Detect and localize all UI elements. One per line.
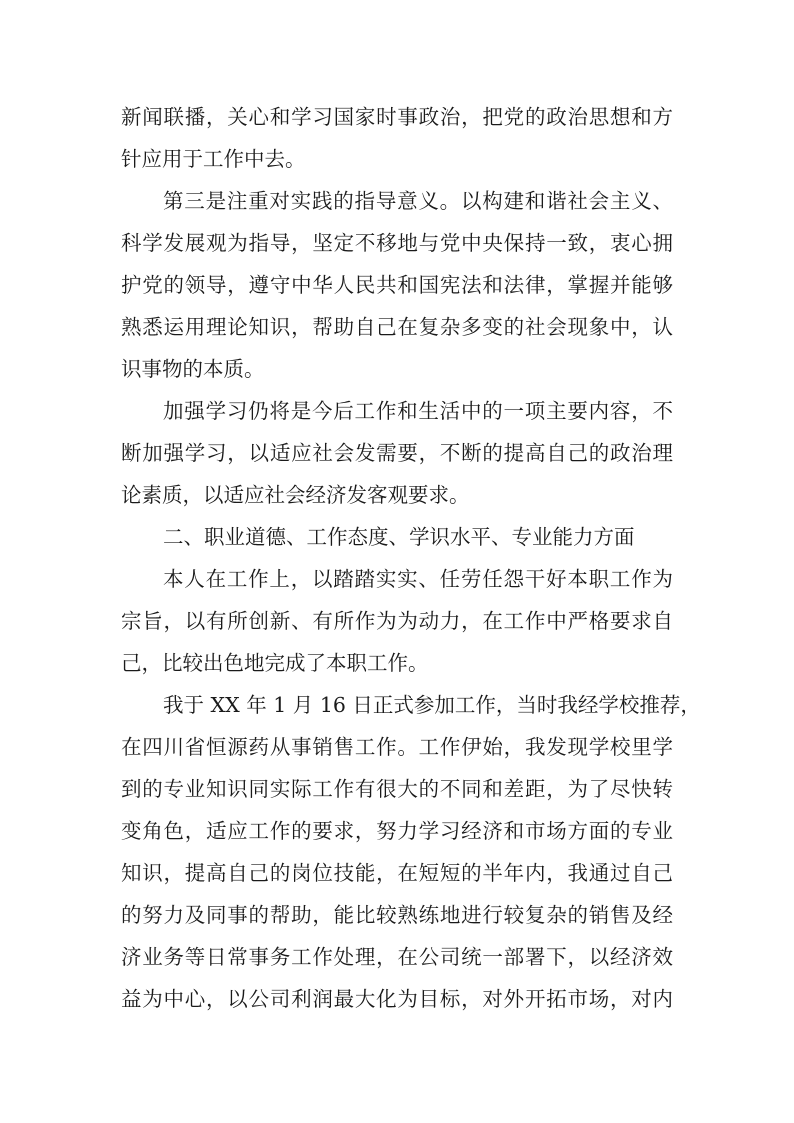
- line-text: 到的专业知识同实际工作有很大的不同和差距，为了尽快转: [121, 777, 673, 801]
- paragraph-line: [0, 223, 794, 263]
- paragraph-line: [0, 349, 794, 389]
- section-heading: [0, 517, 794, 557]
- line-text: 断加强学习，以适应社会发需要，不断的提高自己的政治理: [121, 441, 673, 465]
- line-text: 济业务等日常事务工作处理，在公司统一部署下，以经济效: [121, 945, 673, 969]
- line-text: 我于 XX 年 1 月 16 日正式参加工作，当时我经学校推荐，: [163, 693, 701, 717]
- line-text: 新闻联播，关心和学习国家时事政治，把党的政治思想和方: [121, 105, 673, 129]
- paragraph-line: [0, 937, 794, 977]
- paragraph-line: [0, 559, 794, 599]
- paragraph-line: [0, 853, 794, 893]
- line-text: 的努力及同事的帮助，能比较熟练地进行较复杂的销售及经: [121, 903, 673, 927]
- paragraph-line: [0, 643, 794, 683]
- line-text: 论素质，以适应社会经济发客观要求。: [121, 483, 470, 507]
- line-text: 本人在工作上，以踏踏实实、任劳任怨干好本职工作为: [163, 567, 673, 591]
- line-text: 己，比较出色地完成了本职工作。: [121, 651, 429, 675]
- paragraph-line: [0, 307, 794, 347]
- heading-text: 二、职业道德、工作态度、学识水平、专业能力方面: [163, 525, 635, 549]
- paragraph-line: [0, 601, 794, 641]
- paragraph-line: [0, 391, 794, 431]
- line-text: 科学发展观为指导，坚定不移地与党中央保持一致，衷心拥: [121, 231, 673, 255]
- paragraph-line: [0, 811, 794, 851]
- paragraph-line: [0, 727, 794, 767]
- paragraph-line: [0, 475, 794, 515]
- paragraph-line: [0, 433, 794, 473]
- paragraph-line: [0, 181, 794, 221]
- paragraph-line: [0, 139, 794, 179]
- line-text: 第三是注重对实践的指导意义。以构建和谐社会主义、: [163, 189, 673, 213]
- paragraph-line: [0, 265, 794, 305]
- paragraph-line: [0, 979, 794, 1019]
- paragraph-line: [0, 97, 794, 137]
- line-text: 变角色，适应工作的要求，努力学习经济和市场方面的专业: [121, 819, 673, 843]
- line-text: 益为中心，以公司利润最大化为目标，对外开拓市场，对内: [121, 987, 673, 1011]
- line-text: 宗旨，以有所创新、有所作为为动力，在工作中严格要求自: [121, 609, 673, 633]
- paragraph-line: [0, 685, 794, 725]
- line-text: 针应用于工作中去。: [121, 147, 306, 171]
- paragraph-line: [0, 769, 794, 809]
- line-text: 护党的领导，遵守中华人民共和国宪法和法律，掌握并能够: [121, 273, 673, 297]
- line-text: 加强学习仍将是今后工作和生活中的一项主要内容，不: [163, 399, 673, 423]
- line-text: 识事物的本质。: [121, 357, 265, 381]
- line-text: 知识，提高自己的岗位技能，在短短的半年内，我通过自己: [121, 861, 673, 885]
- line-text: 熟悉运用理论知识，帮助自己在复杂多变的社会现象中，认: [121, 315, 673, 339]
- line-text: 在四川省恒源药从事销售工作。工作伊始，我发现学校里学: [121, 735, 673, 759]
- paragraph-line: [0, 895, 794, 935]
